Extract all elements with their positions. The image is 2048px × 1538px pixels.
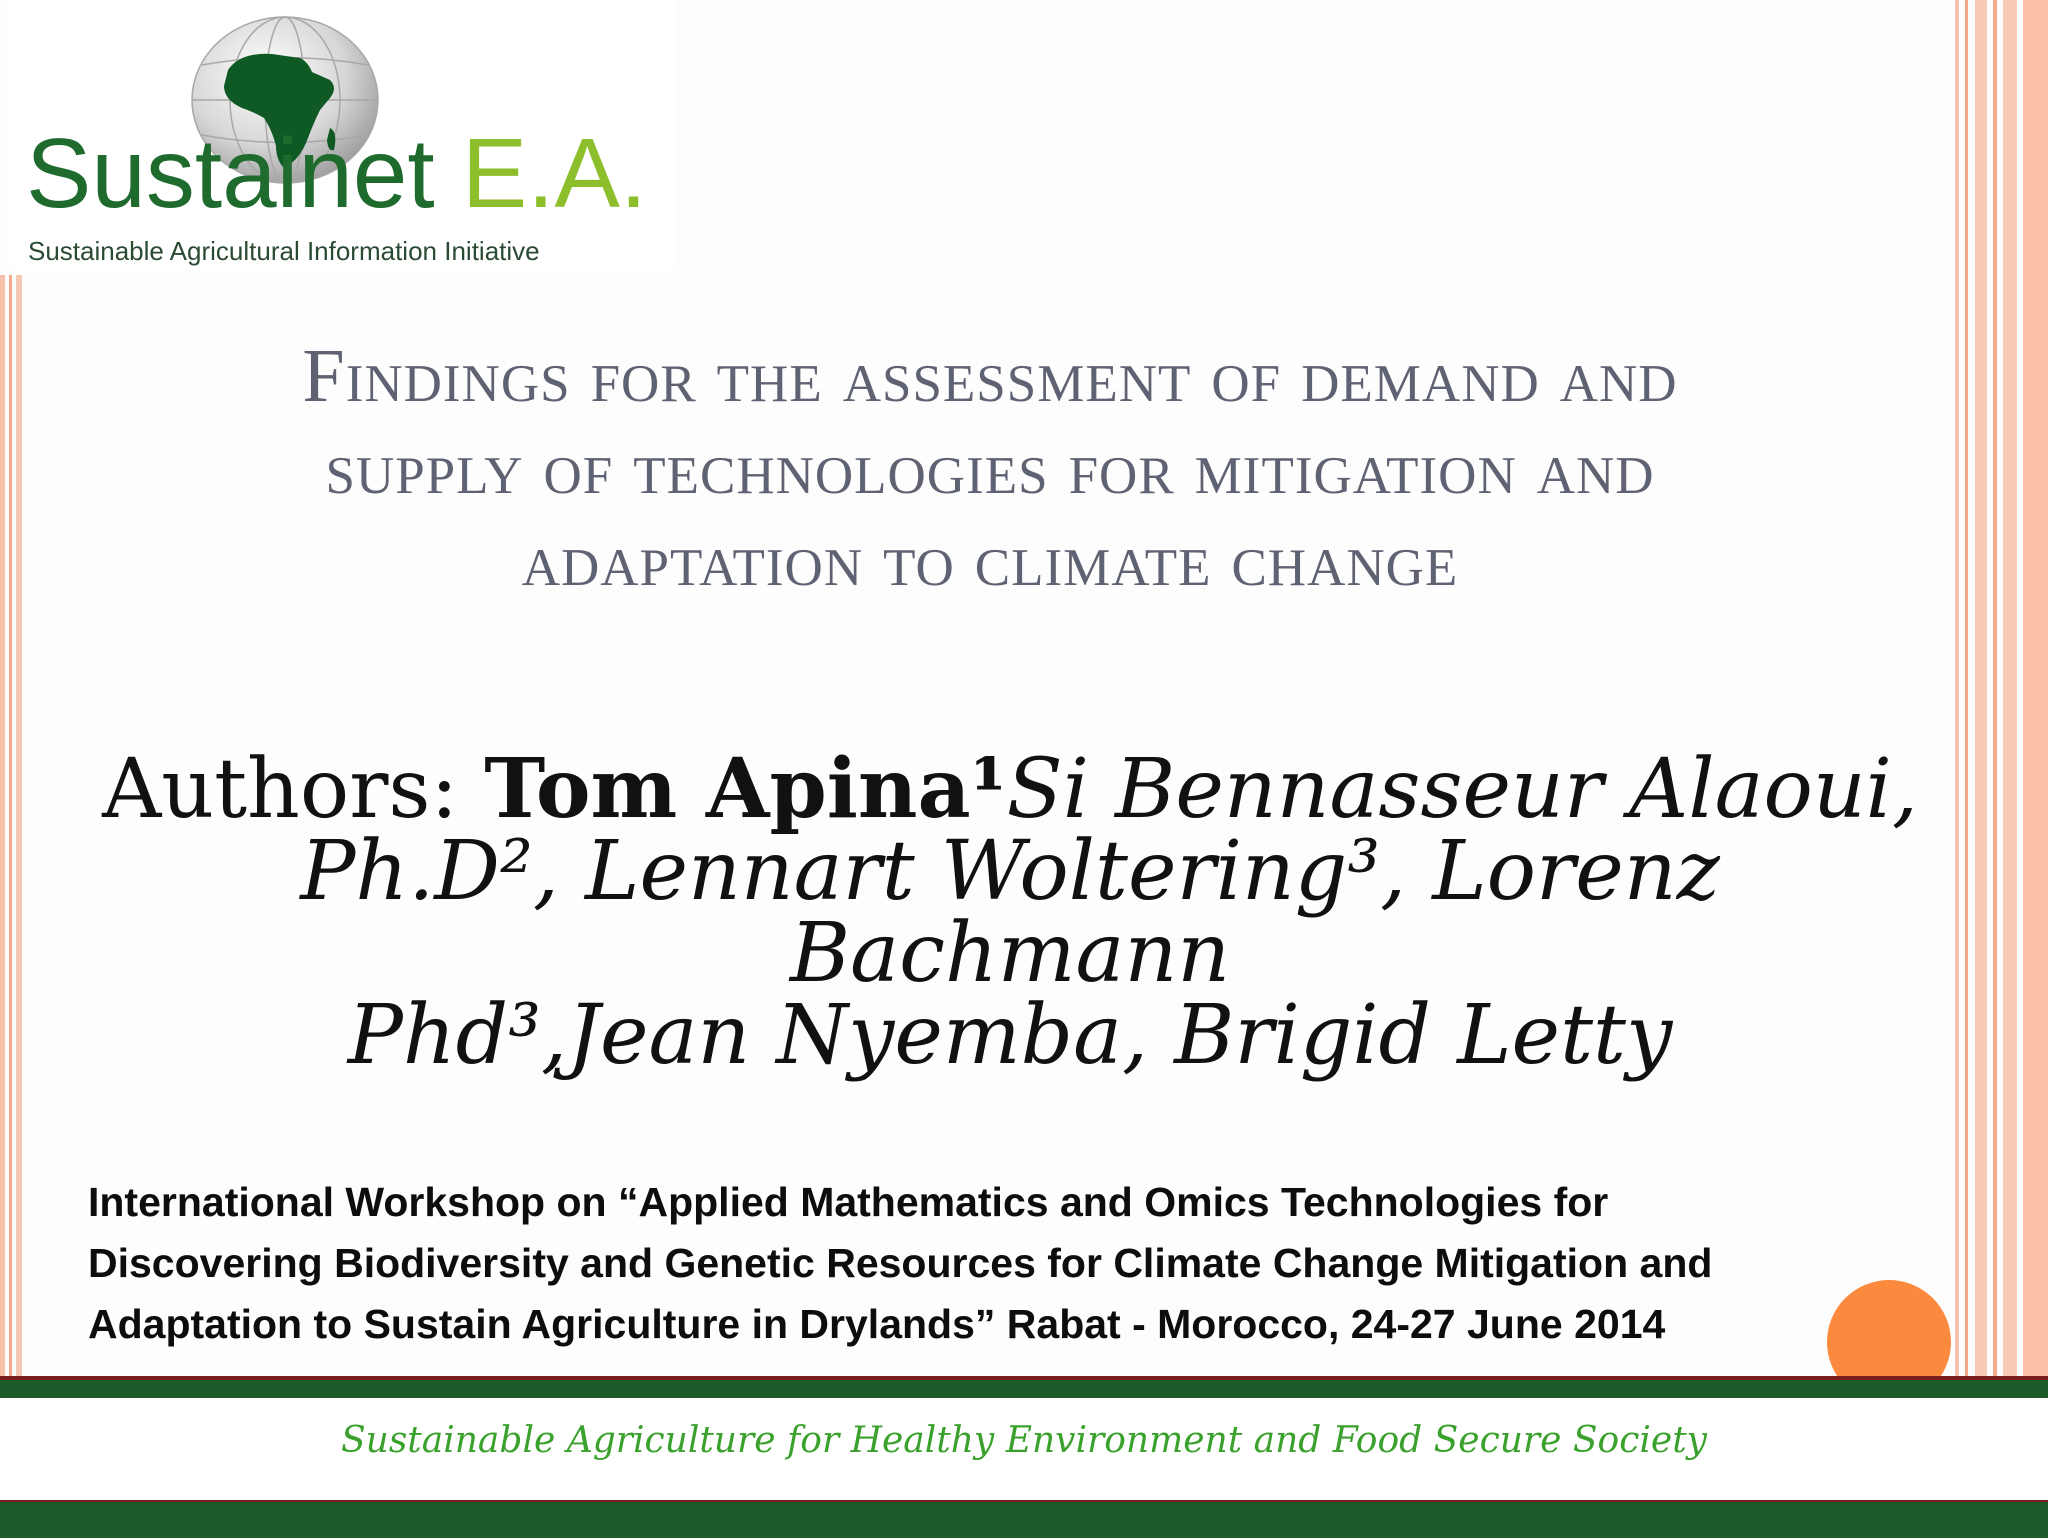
authors-line-2: Ph.D², Lennart Woltering³, Lorenz Bachmann xyxy=(300,824,1720,1001)
brand-accent-text: E.A. xyxy=(461,118,648,228)
slide-title xyxy=(90,330,1890,606)
title-line-2: supply of technologies for mitigation and xyxy=(325,426,1655,510)
footer-green-band-bottom xyxy=(0,1500,2048,1538)
authors-block xyxy=(70,741,1950,1083)
logo-tagline: Sustainable Agricultural Information Initiative xyxy=(28,236,540,266)
left-decorative-stripes xyxy=(0,275,26,1380)
authors-line-1-rest: Si Bennasseur Alaoui, xyxy=(1006,742,1918,837)
footer-green-band-top xyxy=(0,1380,2048,1398)
authors-label: Authors: xyxy=(102,742,485,837)
workshop-line-3: Adaptation to Sustain Agriculture in Drylands” Rabat - Morocco, 24-27 June 2014 xyxy=(88,1301,1666,1347)
brand-leaf-i-icon: i xyxy=(276,118,299,228)
footer-slogan: Sustainable Agriculture for Healthy Environment and Food Secure Society xyxy=(340,1420,1707,1461)
brand-main-rest-text: net xyxy=(298,118,435,228)
workshop-line-2: Discovering Biodiversity and Genetic Resources for Climate Change Mitigation and xyxy=(88,1240,1713,1286)
authors-line-3: Phd³,Jean Nyemba, Brigid Letty xyxy=(347,988,1673,1083)
workshop-line-1: International Workshop on “Applied Mathematics and Omics Technologies for xyxy=(88,1179,1609,1225)
workshop-info xyxy=(88,1172,1888,1355)
right-decorative-stripes xyxy=(1955,0,2048,1380)
brand-name xyxy=(26,118,647,228)
authors-line-1 xyxy=(70,741,1950,837)
sustainet-logo xyxy=(10,0,675,270)
title-line-1: Findings for the assessment of demand and xyxy=(302,334,1678,418)
brand-main-text: Susta xyxy=(26,118,277,228)
first-author: Tom Apina¹ xyxy=(484,741,1007,837)
title-line-3: adaptation to climate change xyxy=(521,518,1459,602)
